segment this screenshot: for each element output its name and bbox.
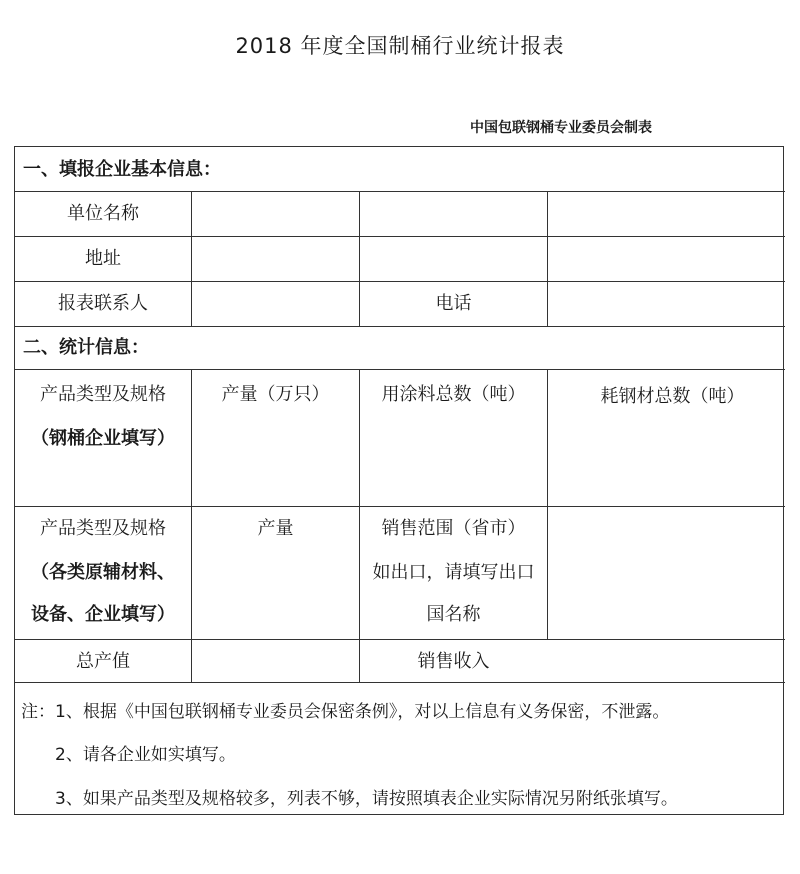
section2-heading: 二、统计信息：	[23, 337, 149, 358]
coating-total-label: 用涂料总数（吨）	[381, 384, 526, 405]
note-item-2: 2、请各企业如实填写。	[55, 745, 236, 765]
unit-name-field-2[interactable]	[360, 192, 547, 236]
notes-prefix: 注：	[21, 702, 55, 722]
note-item-1: 1、根据《中国包联钢桶专业委员会保密条例》，对以上信息有义务保密，不泄露。	[55, 702, 670, 722]
statistics-form	[14, 146, 784, 815]
issuer-label: 中国包联钢桶专业委员会制表	[470, 120, 652, 136]
unit-name-label: 单位名称	[67, 203, 139, 224]
address-field-1[interactable]	[192, 237, 359, 281]
section1-heading: 一、填报企业基本信息：	[23, 159, 221, 180]
sales-revenue-field[interactable]	[548, 640, 784, 682]
materials-type-note-2: 设备、企业填写）	[31, 604, 175, 625]
steel-type-label: 产品类型及规格	[40, 384, 166, 405]
contact-field[interactable]	[192, 282, 359, 326]
address-field-2[interactable]	[360, 237, 547, 281]
phone-label: 电话	[435, 293, 472, 314]
sales-revenue-label: 销售收入	[417, 651, 490, 672]
row-divider	[15, 369, 785, 370]
row-divider	[15, 682, 785, 683]
sales-range-field[interactable]	[548, 507, 784, 639]
sales-range-label-2: 如出口，请填写出口	[372, 562, 535, 583]
total-output-label: 总产值	[76, 651, 130, 672]
sales-range-label-3: 国名称	[426, 604, 481, 625]
total-output-field[interactable]	[192, 640, 359, 682]
steel-total-label: 耗钢材总数（吨）	[600, 386, 745, 407]
materials-type-label: 产品类型及规格	[40, 518, 166, 539]
steel-type-note: （钢桶企业填写）	[31, 428, 175, 449]
note-item-3: 3、如果产品类型及规格较多，列表不够，请按照填表企业实际情况另附纸张填写。	[55, 789, 678, 809]
sales-range-label-1: 销售范围（省市）	[381, 518, 526, 539]
steel-output-label: 产量（万只）	[221, 384, 330, 405]
phone-field[interactable]	[548, 282, 784, 326]
unit-name-field-1[interactable]	[192, 192, 359, 236]
contact-label: 报表联系人	[58, 293, 148, 314]
row-divider	[15, 326, 785, 327]
page-title: 2018 年度全国制桶行业统计报表	[235, 34, 565, 58]
unit-name-field-3[interactable]	[548, 192, 784, 236]
materials-output-label: 产量	[257, 518, 294, 539]
materials-type-note-1: （各类原辅材料、	[31, 562, 175, 583]
address-label: 地址	[85, 248, 121, 269]
address-field-3[interactable]	[548, 237, 784, 281]
